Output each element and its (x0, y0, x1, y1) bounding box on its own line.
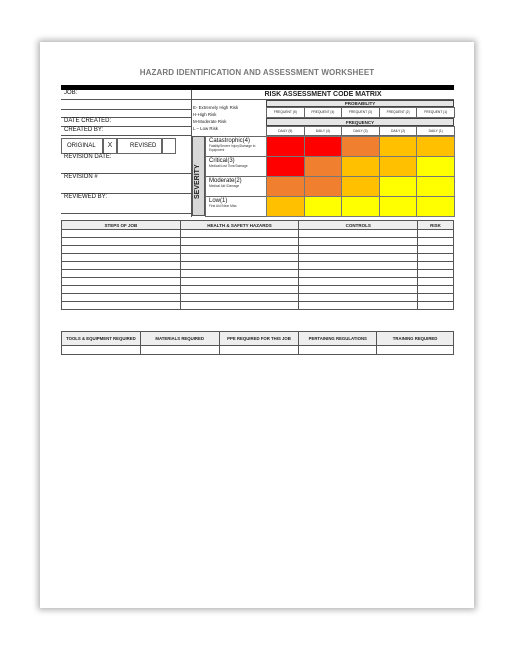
table-row (62, 286, 454, 294)
risk-matrix-cell[interactable] (341, 136, 380, 157)
probability-col-5: FREQUENT (1) (416, 107, 455, 118)
table-row (62, 294, 454, 302)
table-cell[interactable] (180, 278, 299, 286)
severity-description: Medical/Lost Time/Damage (209, 164, 248, 168)
severity-name: Catastrophic(4) (209, 138, 251, 144)
job-field-line-2[interactable] (61, 100, 191, 110)
probability-col-1: FREQUENT (5) (266, 107, 305, 118)
table-cell[interactable] (180, 270, 299, 278)
revised-checkbox[interactable] (162, 138, 176, 154)
table-cell[interactable] (299, 286, 418, 294)
table-cell[interactable] (299, 262, 418, 270)
revision-date-field[interactable] (61, 154, 191, 174)
steps-table-header: RISK (418, 221, 454, 230)
severity-name: Moderate(2) (209, 178, 242, 184)
requirements-table (61, 331, 454, 355)
reviewed-by-label: REVIEWED BY: (64, 194, 108, 200)
worksheet-title: HAZARD IDENTIFICATION AND ASSESSMENT WORKSHEET (139, 68, 375, 77)
table-cell[interactable] (180, 238, 299, 246)
table-row (62, 230, 454, 238)
table-row (62, 302, 454, 310)
revision-number-field[interactable] (61, 174, 191, 194)
risk-matrix-cell[interactable] (379, 136, 418, 157)
risk-matrix-cell[interactable] (266, 176, 305, 197)
requirements-cell[interactable] (377, 346, 454, 355)
risk-matrix-cell[interactable] (379, 156, 418, 177)
table-cell[interactable] (180, 246, 299, 254)
table-row (62, 246, 454, 254)
probability-columns (266, 107, 454, 118)
table-cell[interactable] (418, 270, 454, 278)
requirements-table-header: TRAINING REQUIRED (377, 332, 454, 346)
severity-row (205, 136, 267, 157)
table-cell[interactable] (62, 278, 181, 286)
date-created-label: DATE CREATED: (64, 118, 112, 124)
table-cell[interactable] (418, 238, 454, 246)
risk-matrix-cell[interactable] (341, 176, 380, 197)
table-cell[interactable] (299, 238, 418, 246)
revision-number-label: REVISION # (64, 174, 98, 180)
requirements-cell[interactable] (62, 346, 141, 355)
original-label-cell (61, 138, 103, 154)
table-cell[interactable] (180, 230, 299, 238)
frequency-col-3: DAILY (3) (341, 126, 380, 136)
created-by-field[interactable] (61, 127, 191, 136)
table-cell[interactable] (418, 294, 454, 302)
table-row (62, 254, 454, 262)
frequency-col-1: DAILY (5) (266, 126, 305, 136)
risk-matrix-cell[interactable] (341, 156, 380, 177)
risk-matrix-cell[interactable] (266, 156, 305, 177)
table-cell[interactable] (299, 246, 418, 254)
risk-matrix-cell[interactable] (416, 156, 455, 177)
worksheet-page (40, 42, 474, 608)
job-field-line-3[interactable] (61, 110, 191, 118)
severity-name: Critical(3) (209, 158, 235, 164)
revision-date-label: REVISION DATE: (64, 154, 112, 160)
frequency-col-2: DAILY (4) (304, 126, 343, 136)
table-cell[interactable] (62, 238, 181, 246)
steps-table-header: HEALTH & SAFETY HAZARDS (180, 221, 299, 230)
reviewed-by-field[interactable] (61, 194, 191, 214)
table-cell[interactable] (62, 230, 181, 238)
table-cell[interactable] (299, 294, 418, 302)
requirements-cell[interactable] (219, 346, 299, 355)
table-cell[interactable] (418, 230, 454, 238)
severity-row (205, 156, 267, 177)
table-cell[interactable] (180, 286, 299, 294)
steps-table (61, 220, 454, 310)
table-cell[interactable] (418, 254, 454, 262)
job-field[interactable] (61, 90, 191, 100)
table-row (62, 262, 454, 270)
probability-col-4: FREQUENT (2) (379, 107, 418, 118)
requirements-table-header: PPE REQUIRED FOR THIS JOB (219, 332, 299, 346)
legend-extreme: E- Extremely High Risk (193, 105, 239, 110)
requirements-table-header: TOOLS & EQUIPMENT REQUIRED (62, 332, 141, 346)
steps-table-header: STEPS OF JOB (62, 221, 181, 230)
created-by-label: CREATED BY: (64, 127, 104, 133)
risk-matrix-cell[interactable] (341, 196, 380, 217)
risk-matrix-cell[interactable] (416, 176, 455, 197)
revised-label: REVISED (130, 143, 157, 149)
severity-name: Low(1) (209, 198, 228, 204)
legend-low: L – Low Risk (193, 126, 218, 131)
frequency-header: FREQUENCY (266, 118, 454, 126)
table-cell[interactable] (180, 262, 299, 270)
probability-col-3: FREQUENT (3) (341, 107, 380, 118)
table-cell[interactable] (418, 302, 454, 310)
legend-high: H-High Risk (193, 112, 217, 117)
original-mark: X (107, 142, 113, 149)
table-cell[interactable] (62, 262, 181, 270)
original-label: ORIGINAL (67, 143, 96, 149)
table-cell[interactable] (62, 254, 181, 262)
matrix-title: RISK ASSESSMENT CODE MATRIX (192, 90, 454, 100)
table-cell[interactable] (180, 254, 299, 262)
frequency-col-4: DAILY (2) (379, 126, 418, 136)
probability-col-2: FREQUENT (4) (304, 107, 343, 118)
table-cell[interactable] (62, 246, 181, 254)
revised-label-cell (117, 138, 162, 154)
severity-row (205, 196, 267, 217)
table-cell[interactable] (418, 278, 454, 286)
severity-label: SEVERITY (194, 164, 201, 199)
risk-matrix-cell[interactable] (379, 176, 418, 197)
table-cell[interactable] (62, 294, 181, 302)
table-cell[interactable] (418, 286, 454, 294)
table-cell[interactable] (180, 294, 299, 302)
risk-legend (193, 104, 263, 134)
requirements-cell[interactable] (140, 346, 219, 355)
frequency-columns (266, 126, 454, 136)
table-row (62, 238, 454, 246)
legend-moderate: M-Moderate Risk (193, 119, 227, 124)
job-label: JOB: (64, 90, 78, 96)
table-cell[interactable] (62, 286, 181, 294)
risk-matrix-cell[interactable] (304, 176, 343, 197)
severity-band (192, 136, 205, 216)
risk-matrix-cell[interactable] (379, 196, 418, 217)
table-cell[interactable] (299, 278, 418, 286)
date-created-field[interactable] (61, 118, 191, 127)
table-cell[interactable] (299, 302, 418, 310)
table-cell[interactable] (299, 230, 418, 238)
table-row (62, 278, 454, 286)
requirements-cell[interactable] (299, 346, 377, 355)
table-cell[interactable] (299, 270, 418, 278)
risk-matrix-cell[interactable] (304, 136, 343, 157)
requirements-table-header: MATERIALS REQUIRED (140, 332, 219, 346)
risk-matrix-cell[interactable] (266, 136, 305, 157)
severity-row (205, 176, 267, 197)
requirements-table-header: PERTAINING REGULATIONS (299, 332, 377, 346)
table-cell[interactable] (62, 302, 181, 310)
table-cell[interactable] (62, 270, 181, 278)
steps-table-header: CONTROLS (299, 221, 418, 230)
probability-header: PROBABILITY (266, 100, 454, 107)
matrix-cells (266, 136, 454, 216)
table-cell[interactable] (418, 246, 454, 254)
risk-matrix-cell[interactable] (266, 196, 305, 217)
table-row (62, 270, 454, 278)
risk-matrix-cell[interactable] (304, 156, 343, 177)
table-cell[interactable] (418, 262, 454, 270)
risk-matrix-cell[interactable] (304, 196, 343, 217)
severity-rows (205, 136, 266, 216)
frequency-col-5: DAILY (1) (416, 126, 455, 136)
table-cell[interactable] (299, 254, 418, 262)
severity-description: Medical Aid /Damage (209, 184, 240, 188)
original-checkbox[interactable] (103, 138, 117, 154)
risk-matrix-cell[interactable] (416, 136, 455, 157)
severity-description: Fatality/Severe Injury/Damage to Equipment (209, 144, 256, 152)
risk-matrix-cell[interactable] (416, 196, 455, 217)
table-cell[interactable] (180, 302, 299, 310)
severity-description: First Aid /Near Miss (209, 204, 237, 208)
